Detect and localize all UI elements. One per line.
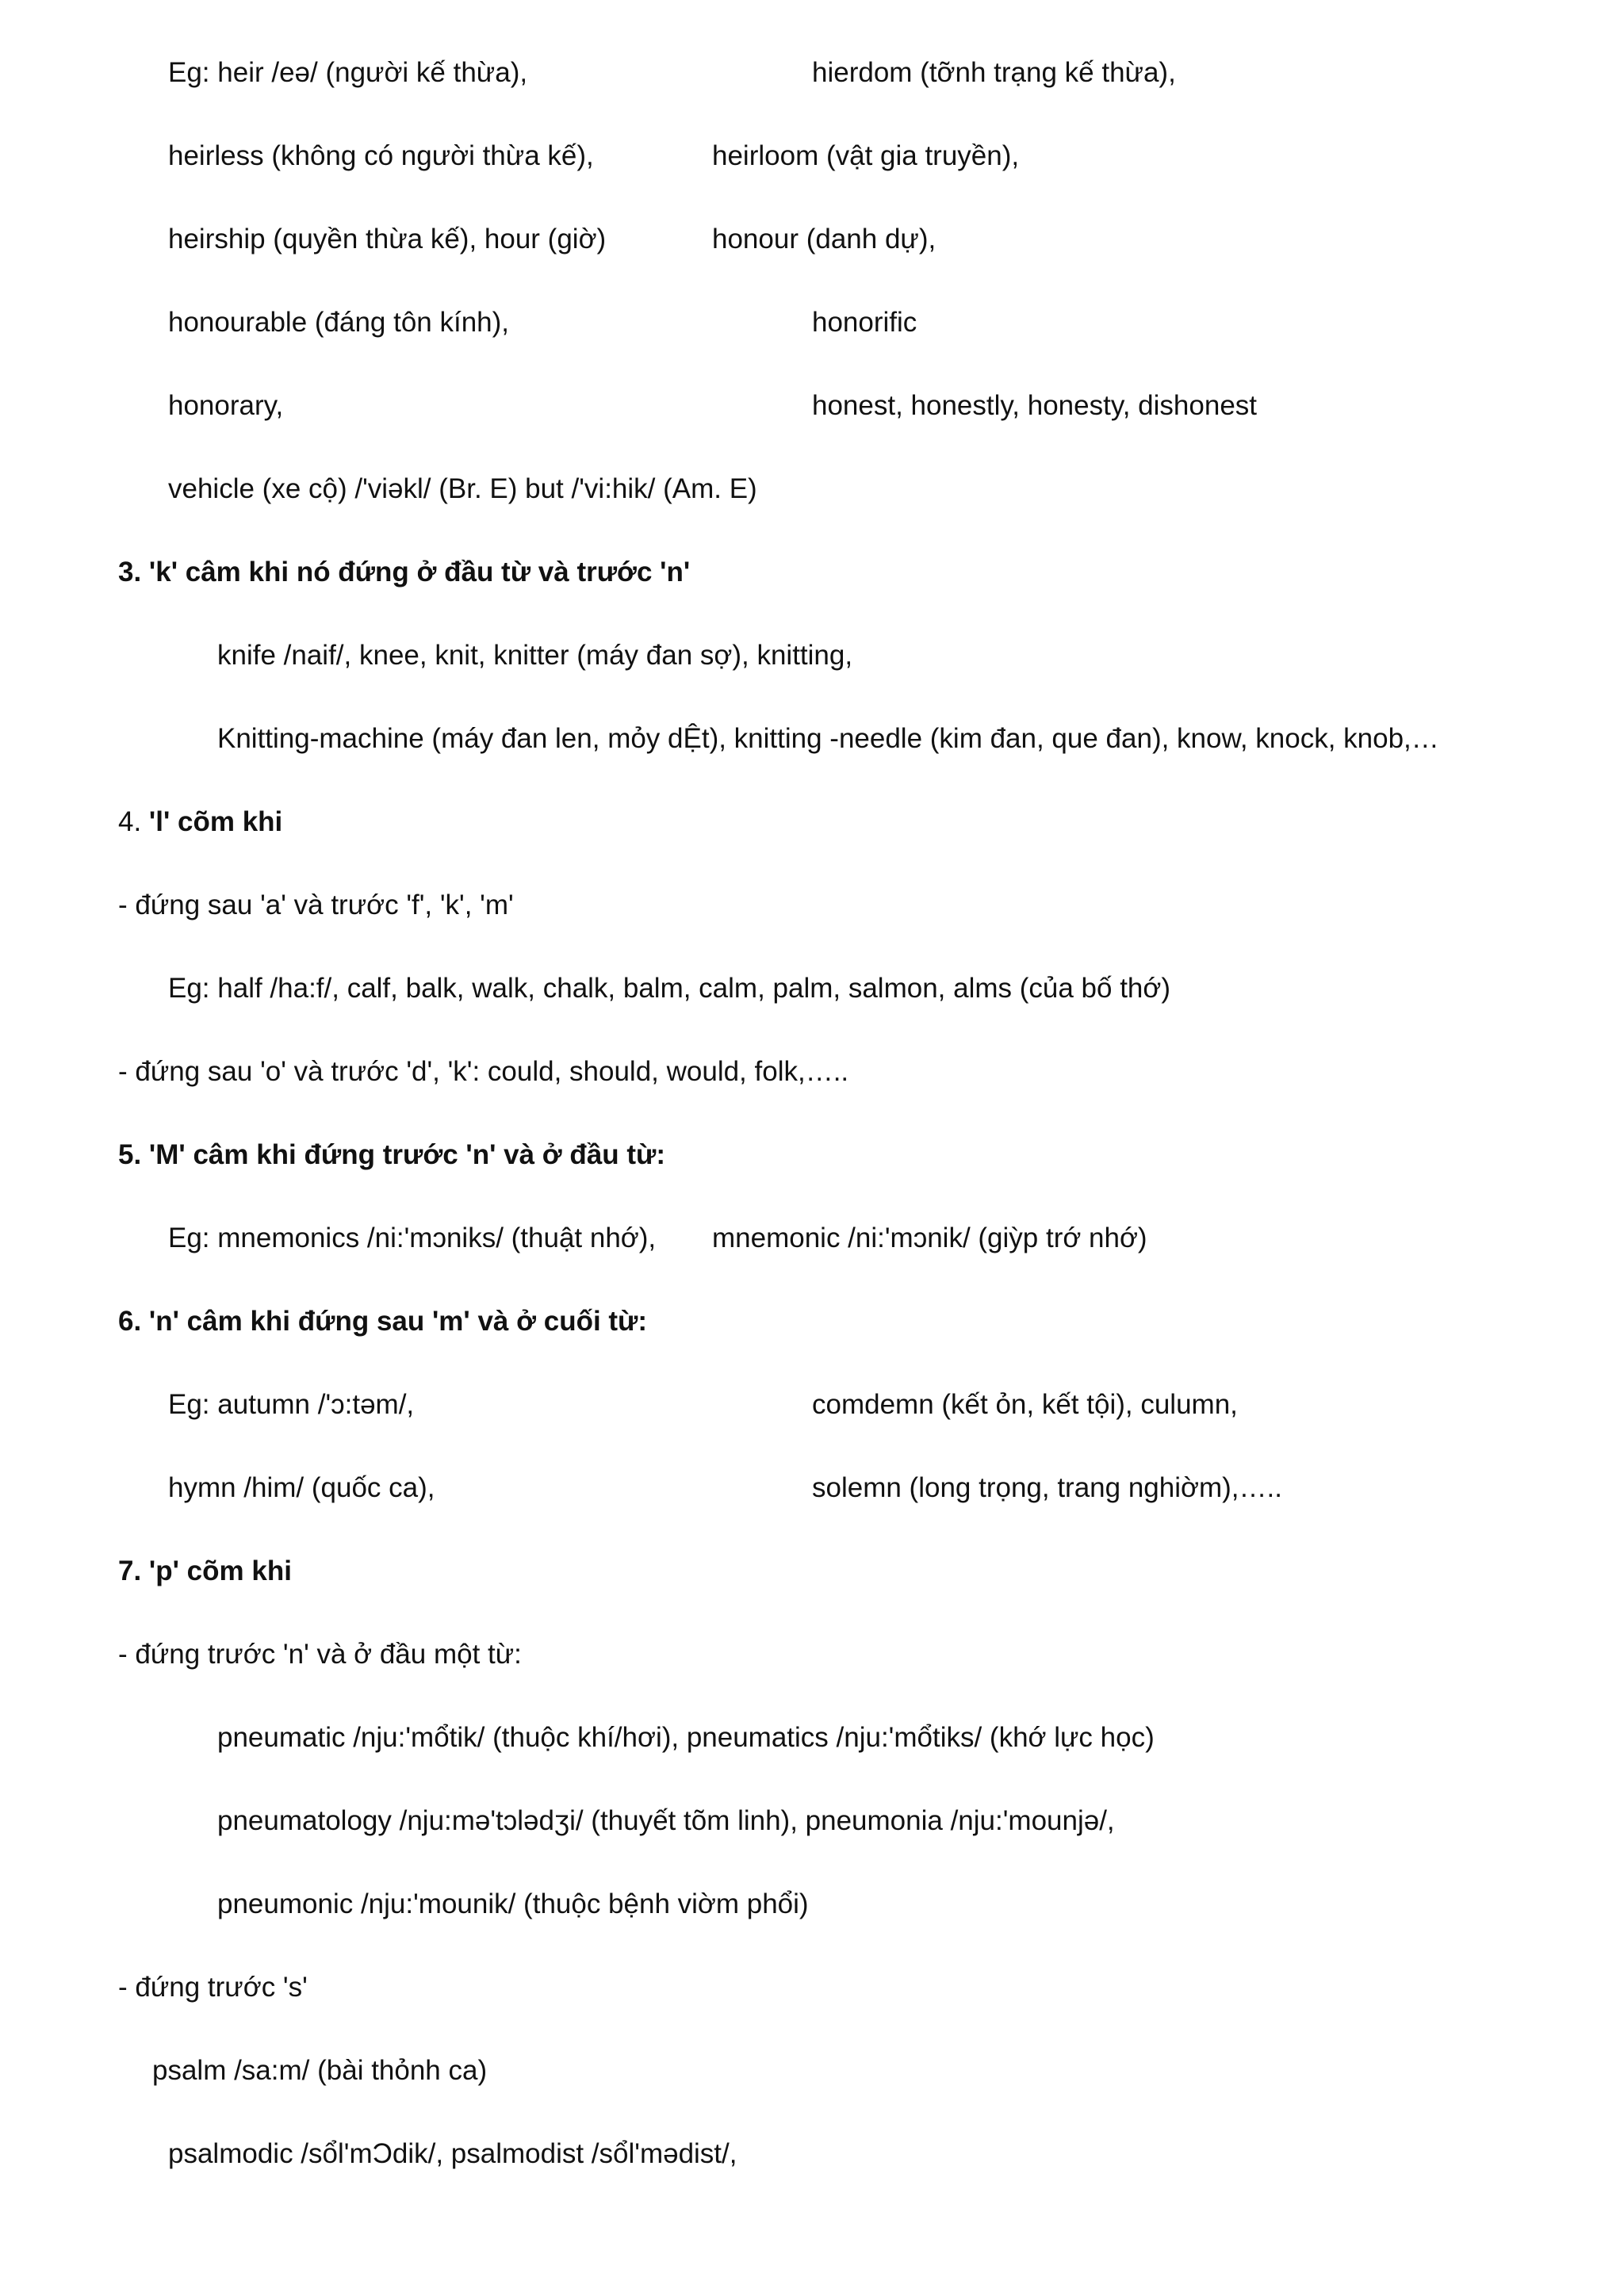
example-heir: Eg: heir /eə/ (người kế thừa),	[168, 57, 528, 88]
rule-before-s: - đứng trước 's'	[118, 1972, 308, 2003]
example-honest: honest, honestly, honesty, dishonest	[812, 390, 1258, 421]
section-title-4: 'l' cõm khi	[148, 806, 283, 837]
section-number-4: 4.	[118, 806, 149, 837]
example-pneumonic: pneumonic /nju:'mounik/ (thuộc bệnh viờm phổi)	[217, 1888, 809, 1919]
example-mnemonics: Eg: mnemonics /ni:'mɔniks/ (thuật nhớ),	[168, 1223, 657, 1253]
example-psalm: psalm /sa:m/ (bài thỏnh ca)	[152, 2055, 488, 2086]
example-knitting-machine: Knitting-machine (máy đan len, mỏy dỆt), knitting -needle (kim đan, que đan), know, knock, knob,…	[217, 723, 1439, 754]
example-heirless: heirless (không có người thừa kế),	[168, 140, 594, 171]
example-hymn: hymn /him/ (quốc ca),	[168, 1472, 435, 1503]
section-heading-7: 7. 'p' cõm khi	[118, 1556, 292, 1586]
rule-after-a: - đứng sau 'a' và trước 'f', 'k', 'm'	[118, 890, 514, 920]
example-vehicle: vehicle (xe cộ) /'viəkl/ (Br. E) but /'vi:hik/ (Am. E)	[168, 473, 757, 504]
example-hierdom: hierdom (tỡnh trạng kế thừa),	[812, 57, 1176, 88]
example-honour: honour (danh dự),	[712, 224, 936, 254]
example-half: Eg: half /ha:f/, calf, balk, walk, chalk, balm, calm, palm, salmon, alms (của bố thớ)	[168, 973, 1170, 1004]
example-comdemn: comdemn (kết ỏn, kết tội), culumn,	[812, 1389, 1238, 1420]
section-heading-5: 5. 'M' câm khi đứng trước 'n' và ở đầu từ:	[118, 1139, 666, 1170]
rule-before-n: - đứng trước 'n' và ở đầu một từ:	[118, 1639, 522, 1670]
example-honorary: honorary,	[168, 390, 284, 421]
example-honorific: honorific	[812, 307, 917, 338]
example-pneumatology: pneumatology /nju:mə'tɔlədʒi/ (thuyết tõm linh), pneumonia /nju:'mounjə/,	[217, 1805, 1115, 1836]
section-heading-6: 6. 'n' câm khi đứng sau 'm' và ở cuối từ:	[118, 1306, 648, 1337]
example-mnemonic: mnemonic /ni:'mɔnik/ (giỳp trớ nhớ)	[712, 1223, 1147, 1253]
example-solemn: solemn (long trọng, trang nghiờm),…..	[812, 1472, 1282, 1503]
example-autumn: Eg: autumn /'ɔ:təm/,	[168, 1389, 415, 1420]
section-heading-4	[118, 805, 282, 840]
example-psalmodic: psalmodic /sổl'mƆdik/, psalmodist /sổl'mədist/,	[168, 2138, 737, 2169]
section-heading-3: 3. 'k' câm khi nó đứng ở đầu từ và trước 'n'	[118, 557, 691, 587]
example-heirship: heirship (quyền thừa kế), hour (giờ)	[168, 224, 607, 254]
example-honourable: honourable (đáng tôn kính),	[168, 307, 510, 338]
example-knife: knife /naif/, knee, knit, knitter (máy đan sợ), knitting,	[217, 640, 853, 671]
rule-after-o: - đứng sau 'o' và trước 'd', 'k': could, should, would, folk,…..	[118, 1056, 849, 1087]
example-heirloom: heirloom (vật gia truyền),	[712, 140, 1020, 171]
example-pneumatic: pneumatic /nju:'mổtik/ (thuộc khí/hơi), pneumatics /nju:'mổtiks/ (khớ lực học)	[217, 1722, 1155, 1753]
